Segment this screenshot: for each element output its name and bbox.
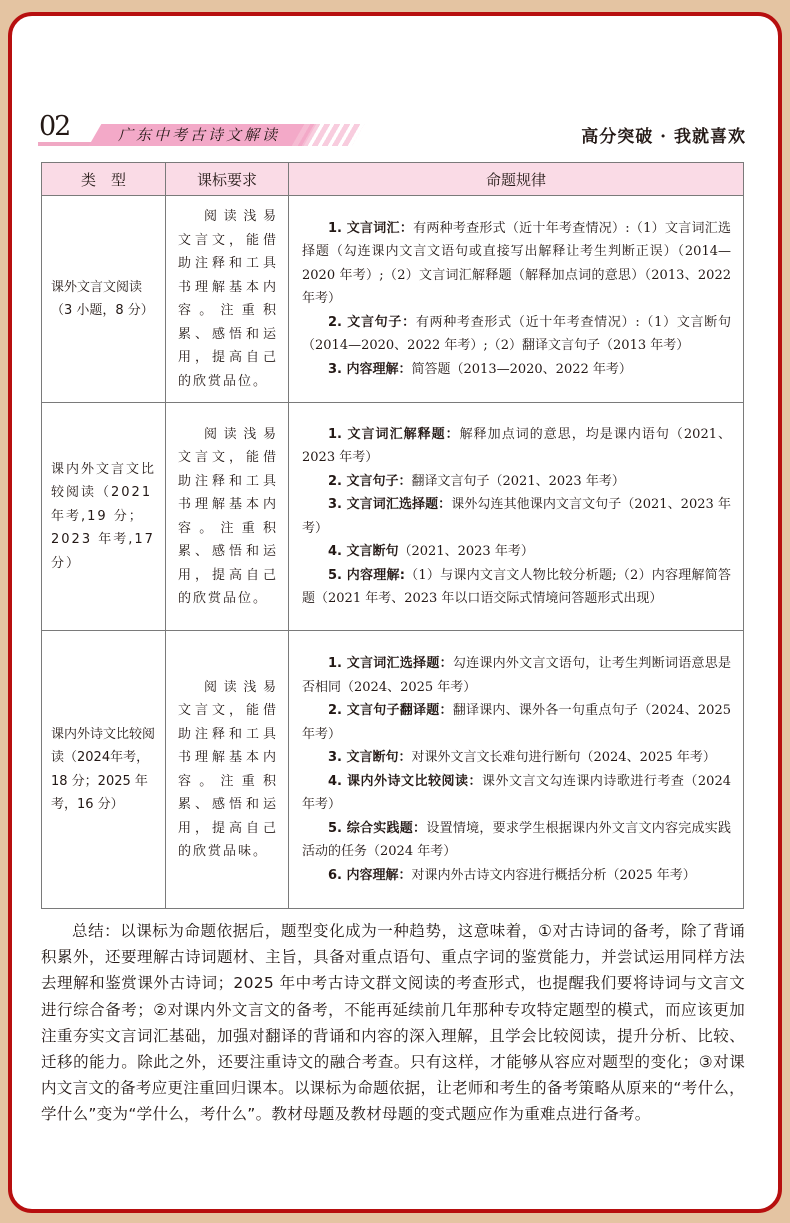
exam-analysis-table <box>41 162 744 909</box>
rule-text: 课外文言文勾连课内诗歌进行考查（2024 年考） <box>302 773 731 812</box>
type-score: （3 小题，8 分） <box>51 303 154 318</box>
rule-item <box>302 699 731 746</box>
rule-label: 5. 内容理解: <box>328 567 405 583</box>
rule-label: 1. 文言词汇： <box>328 220 414 236</box>
rule-item <box>302 423 731 470</box>
rule-item <box>302 540 731 564</box>
table-row <box>42 196 744 403</box>
rule-item <box>302 770 731 817</box>
rule-label: 3. 文言词汇选择题： <box>328 497 452 512</box>
summary-paragraph: 总结：以课标为命题依据后，题型变化成为一种趋势，这意味着，①对古诗词的备考，除了背诵积累外，还要理解古诗词题材、主旨，具备对重点语句、重点字词的鉴赏能力，并尝试运用同样方法去理解和鉴赏课外古诗词；2025 年中考古诗文群文阅读的考查形式，也提醒我们要将诗词与文言文进行综合备考；②对课内外文言文的备考，不能再延续前几年那种专攻特定题型的模式，而应该更加注重夯实文言词汇基础，加强对翻译的背诵和内容的深入理解，且学会比较阅读，提升分析、比较、迁移的能力。除此之外，还要注重诗文的融合考查。只有这样，才能够从容应对题型的变化；③对课内文言文的备考应更注重回归课本。以课标为命题依据，让老师和考生的备考策略从原来的“考什么，学什么”变为“学什么，考什么”。教材母题及教材母题的变式题应作为重难点进行备考。 <box>41 922 745 1124</box>
rule-item <box>302 217 731 311</box>
section-title: 广东中考古诗文解读 <box>118 126 281 144</box>
rule-text: 翻译课内、课外各一句重点句子（2024、2025 年考） <box>302 703 731 742</box>
rules-cell <box>289 403 744 631</box>
rule-label: 2. 文言句子： <box>328 473 412 489</box>
rule-text: 对课内外古诗文内容进行概括分析（2025 年考） <box>411 867 696 883</box>
requirement-cell <box>166 403 289 631</box>
rule-text: 对课外文言文长难句进行断句（2024、2025 年考） <box>411 750 716 765</box>
requirement-text: 阅读浅易文言文，能借助注释和工具书理解基本内容。注重积累、感悟和运用，提高自己的欣赏品位。 <box>178 426 278 606</box>
type-cell <box>42 403 166 631</box>
type-cell <box>42 631 166 909</box>
rule-label: 1. 文言词汇解释题： <box>328 426 460 442</box>
rule-item <box>302 564 731 611</box>
rule-label: 5. 综合实践题： <box>328 820 427 836</box>
rule-text: 设置情境，要求学生根据课内外文言文内容完成实践活动的任务（2024 年考） <box>302 820 731 859</box>
rules-cell <box>289 631 744 909</box>
rule-label: 6. 内容理解： <box>328 867 412 883</box>
rule-item <box>302 311 731 358</box>
requirement-text: 阅读浅易文言文，能借助注释和工具书理解基本内容。注重积累、感悟和运用，提高自己的欣赏品位。 <box>178 209 278 389</box>
rule-text: （2021、2023 年考） <box>398 544 534 559</box>
rule-text: 勾连课内外文言文语句，让考生判断词语意思是否相同（2024、2025 年考） <box>302 656 731 695</box>
column-header-requirement: 课标要求 <box>166 163 289 196</box>
rule-item <box>302 493 731 540</box>
rule-text: 有两种考查形式（近十年考查情况）:（1）文言断句（2014—2020、2022 年考）;（2）翻译文言句子（2013 年考） <box>302 314 731 354</box>
table-row <box>42 631 744 909</box>
rule-text: （1）与课内文言文人物比较分析题;（2）内容理解简答题（2021 年考、2023 年以口语交际式情境问答题形式出现） <box>302 567 731 606</box>
rule-label: 2. 文言句子： <box>328 314 416 330</box>
requirement-text: 阅读浅易文言文，能借助注释和工具书理解基本内容。注重积累、感悟和运用，提高自己的欣赏品味。 <box>178 679 278 859</box>
rule-label: 3. 文言断句： <box>328 750 412 765</box>
rule-item <box>302 817 731 864</box>
rule-text: 翻译文言句子（2021、2023 年考） <box>411 473 625 489</box>
rule-label: 4. 课内外诗文比较阅读： <box>328 773 482 789</box>
rule-text: 解释加点词的意思，均是课内语句（2021、2023 年考） <box>302 426 731 465</box>
rules-cell <box>289 196 744 403</box>
page-number: 02 <box>39 111 70 142</box>
requirement-cell <box>166 196 289 403</box>
rule-label: 2. 文言句子翻译题： <box>328 703 453 718</box>
rule-item <box>302 358 731 382</box>
type-label: 课内外诗文比较阅读（2024年考，18 分；2025 年考，16 分） <box>51 726 156 812</box>
header-slogan: 高分突破 · 我就喜欢 <box>581 127 746 147</box>
table-header-row <box>42 163 744 196</box>
rule-item <box>302 746 731 770</box>
rule-item <box>302 864 731 888</box>
column-header-rules: 命题规律 <box>289 163 744 196</box>
type-label: 课外文言文阅读 <box>51 279 143 295</box>
rule-text: 课外勾连其他课内文言文句子（2021、2023 年考） <box>302 497 731 536</box>
type-label: 课内外文言文比较阅读（2021 年考,19 分；2023 年考,17 分） <box>51 461 157 571</box>
rule-label: 4. 文言断句 <box>328 544 399 559</box>
rule-label: 3. 内容理解： <box>328 361 412 377</box>
rule-item <box>302 470 731 494</box>
table-row <box>42 403 744 631</box>
rule-text: 简答题（2013—2020、2022 年考） <box>411 361 632 377</box>
type-cell <box>42 196 166 403</box>
requirement-cell <box>166 631 289 909</box>
column-header-type: 类 型 <box>42 163 166 196</box>
rule-item <box>302 652 731 699</box>
banner-stripes-decoration <box>292 124 365 146</box>
rule-label: 1. 文言词汇选择题： <box>328 656 453 671</box>
rule-text: 有两种考查形式（近十年考查情况）:（1）文言词汇选择题（勾连课内文言文语句或直接写出解释让考生判断正误）（2014—2020 年考）;（2）文言词汇解释题（解释加点词的意思）（2013、2022 年考） <box>302 220 731 307</box>
